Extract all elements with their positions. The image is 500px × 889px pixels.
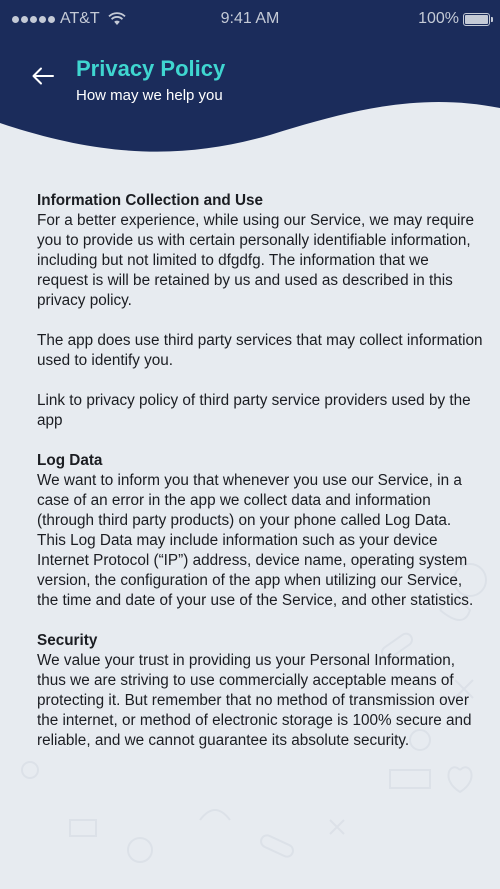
section-paragraph: The app does use third party services that may collect information used to identify you.: [37, 332, 483, 369]
battery-percentage: 100%: [418, 10, 459, 27]
status-right: [418, 10, 490, 28]
carrier-label: AT&T: [60, 10, 100, 27]
section-paragraph: We value your trust in providing us your Personal Information, thus we are striving to use commercially acceptable means of protecting it. But remember that no method of transmission over the internet, or method of electronic storage is 100% secure and reliable, and we cannot guarantee its absolute security.: [37, 652, 472, 749]
section-heading: Security: [37, 632, 98, 649]
policy-content: [37, 191, 483, 771]
section-paragraph: We want to inform you that whenever you use our Service, in a case of an error in the app we collect data and information (through third party products) on your phone called Log Data. This Log Data may include information such as your device Internet Protocol (“IP”) address, device name, operating system version, the configuration of the app when utilizing our Service, the time and date of your use of the Service, and other statistics.: [37, 472, 474, 609]
section-paragraph: Link to privacy policy of third party service providers used by the app: [37, 392, 471, 429]
section-heading: Log Data: [37, 452, 103, 469]
section-information-collection: [37, 191, 483, 431]
battery-icon: [463, 13, 490, 26]
back-arrow-icon[interactable]: [30, 63, 56, 89]
status-bar: [0, 0, 500, 38]
section-log-data: [37, 451, 483, 611]
page-subtitle: How may we help you: [76, 87, 223, 104]
section-security: [37, 631, 483, 751]
status-time: 9:41 AM: [220, 10, 280, 27]
section-paragraph: For a better experience, while using our Service, we may require you to provide us with certain personally identifiable information, including but not limited to dfgdfg. The information that we request is will be retained by us and used as described in this privacy policy.: [37, 212, 475, 309]
section-heading: Information Collection and Use: [37, 192, 264, 209]
page-title: Privacy Policy: [76, 56, 226, 81]
